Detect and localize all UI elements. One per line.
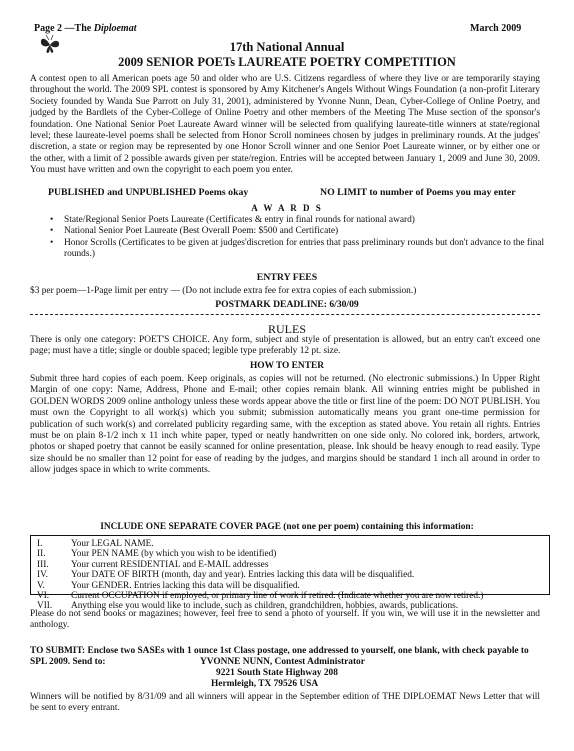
- address-line: 9221 South State Highway 208: [216, 668, 338, 678]
- award-item: • Honor Scrolls (Certificates to be given at judges'discretion for entries that pass preliminary rounds but don't advance to the final rounds.): [48, 238, 548, 261]
- how-to-enter-heading: HOW TO ENTER: [250, 361, 324, 371]
- contest-edition-title: 17th National Annual: [229, 40, 345, 54]
- rules-heading: RULES: [267, 322, 306, 336]
- cover-item-number: V.: [37, 580, 45, 591]
- address-line: Hermleigh, TX 79526 USA: [211, 679, 319, 689]
- dashed-divider: [30, 314, 540, 315]
- page-label: Page 2 —The: [34, 23, 94, 34]
- cover-item: [37, 570, 543, 580]
- awards-list: [48, 215, 548, 261]
- awards-heading: A W A R D S: [251, 203, 323, 213]
- cover-item-text: Anything else you would like to include, such as children, grandchildren, hobbies, awards, publications.: [71, 601, 459, 612]
- contest-title: 2009 SENIOR POETs LAUREATE POETRY COMPETITION: [118, 55, 456, 69]
- intro-paragraph: A contest open to all American poets age 50 and older who are U.S. Citizens regardless of where they live or are temporarily staying throughout the world. The 2009 SPL contest is sponsored by Amy Kitchener's Angels Without Wings Foundation (a non-profit Literary Society founded by Wanda Sue Parrott on July 31, 2001), administered by Yvonne Nunn, Dean, Cyber-College of Online Poetry, and judged by the Bardlets of the Cyber-College of Online Poetry and other members of the Meeting The Muse section of the sponsor's foundation. One National Senior Poet Laureate Award winner will be selected from qualifying laureate-title winners at state/regional level; these laureate-level poems shall be selected from Honor Scroll nominees chosen by judges in preliminary rounds. At the judges' discretion, a state or region may be represented by one Honor Scroll winner and one Senior Poet Laureate winner, or by either one or the other, with a limit of 2 possible awards given per state/region. Entries will be accepted between January 1, 2009 and June 30, 2009. You must have written and own the copyright to each poem you enter.: [30, 74, 540, 176]
- eligibility-limit: NO LIMIT to number of Poems you may enter: [320, 187, 516, 198]
- cover-page-info-box: [30, 535, 550, 612]
- cover-item: [37, 560, 543, 570]
- how-to-enter-paragraph: Submit three hard copies of each poem. Keep originals, as copies will not be returned. (No electronic submissions.) In Upper Right Margin of one copy: Name, Address, Phone and E-mail; other copies remain blank. All winning entries might be published in GOLDEN WORDS 2009 online anthology unless these words appear above the title or first line of the poem: DO NOT PUBLISH. You must own the Copyright to all work(s) which you submit; submission automatically means you grant one-time permission for publication of such work(s) and correlated publicity regarding same, with the exception as stated above. You retain all rights. Entries must be on plain 8-1/2 inch x 11 inch white paper, typed or neatly handwritten on one side only. No colored ink, borders, artwork, photos or shaped poetry that cannot be easily scanned for online presentation, please. Ink should be heavy enough to read easily. Type size should be no smaller than 12 point for ease of reading by the judges, and margins should be standard 1 inch all around in order to allow judges space in which to write comments.: [30, 374, 540, 476]
- cover-item-number: II.: [37, 549, 46, 560]
- cover-item-number: VII.: [37, 601, 53, 612]
- cover-item: [37, 591, 543, 601]
- cover-item: [37, 581, 543, 591]
- page-header-left: [34, 23, 137, 34]
- cover-item-text: Your current RESIDENTIAL and E-MAIL addresses: [71, 559, 269, 570]
- photo-note: Please do not send books or magazines; however, feel free to send a photo of yourself. If you win, we will use it in the newsletter and anthology.: [30, 609, 540, 631]
- award-item: • National Senior Poet Laureate (Best Overall Poem: $500 and Certificate): [48, 226, 548, 237]
- publication-name: Diploemat: [93, 23, 137, 34]
- page-date: March 2009: [470, 23, 522, 34]
- entry-fees-heading: ENTRY FEES: [256, 272, 318, 283]
- address-line: YVONNE NUNN, Contest Administrator: [200, 657, 365, 667]
- cover-item-number: VI.: [37, 591, 50, 602]
- submit-instructions: TO SUBMIT: Enclose two SASEs with 1 ounce 1st Class postage, one addressed to yourself, one blank, with check payable to SPL 2009. Send to:: [30, 646, 529, 668]
- cover-page-heading: INCLUDE ONE SEPARATE COVER PAGE (not one per poem) containing this information:: [100, 522, 474, 532]
- cover-item-number: III.: [37, 559, 49, 570]
- postmark-deadline: POSTMARK DEADLINE: 6/30/09: [215, 299, 359, 310]
- winners-notice: Winners will be notified by 8/31/09 and all winners will appear in the September edition of THE DIPLOEMAT News Letter that will be sent to every entrant.: [30, 692, 540, 714]
- award-item: • State/Regional Senior Poets Laureate (Certificates & entry in final rounds for national award): [48, 215, 548, 226]
- cover-item: [37, 549, 543, 559]
- entry-fee-line: $3 per poem—1-Page limit per entry — (Do not include extra fee for extra copies of each submission.): [30, 286, 417, 296]
- cover-item-text: Your DATE OF BIRTH (month, day and year). Entries lacking this data will be disqualified.: [71, 570, 415, 581]
- cover-item-text: Your PEN NAME (by which you wish to be identified): [71, 549, 277, 560]
- cover-item: [37, 539, 543, 549]
- rules-paragraph: There is only one category: POET'S CHOICE. Any form, subject and style of presentation is allowed, but an entry can't exceed one page; must have a title; single or double spaced; legible type preferably 12 pt. size.: [30, 335, 540, 357]
- cover-item-text: Current OCCUPATION if employed, or primary line of work if retired. (Indicate whether you are now retired.): [71, 591, 484, 602]
- cover-item-number: IV.: [37, 570, 48, 581]
- eligibility-published: PUBLISHED and UNPUBLISHED Poems okay: [48, 187, 249, 198]
- cover-item-number: I.: [37, 539, 43, 549]
- cover-item-text: Your LEGAL NAME.: [71, 539, 154, 549]
- cover-item-text: Your GENDER. Entries lacking this data will be disqualified.: [71, 580, 300, 591]
